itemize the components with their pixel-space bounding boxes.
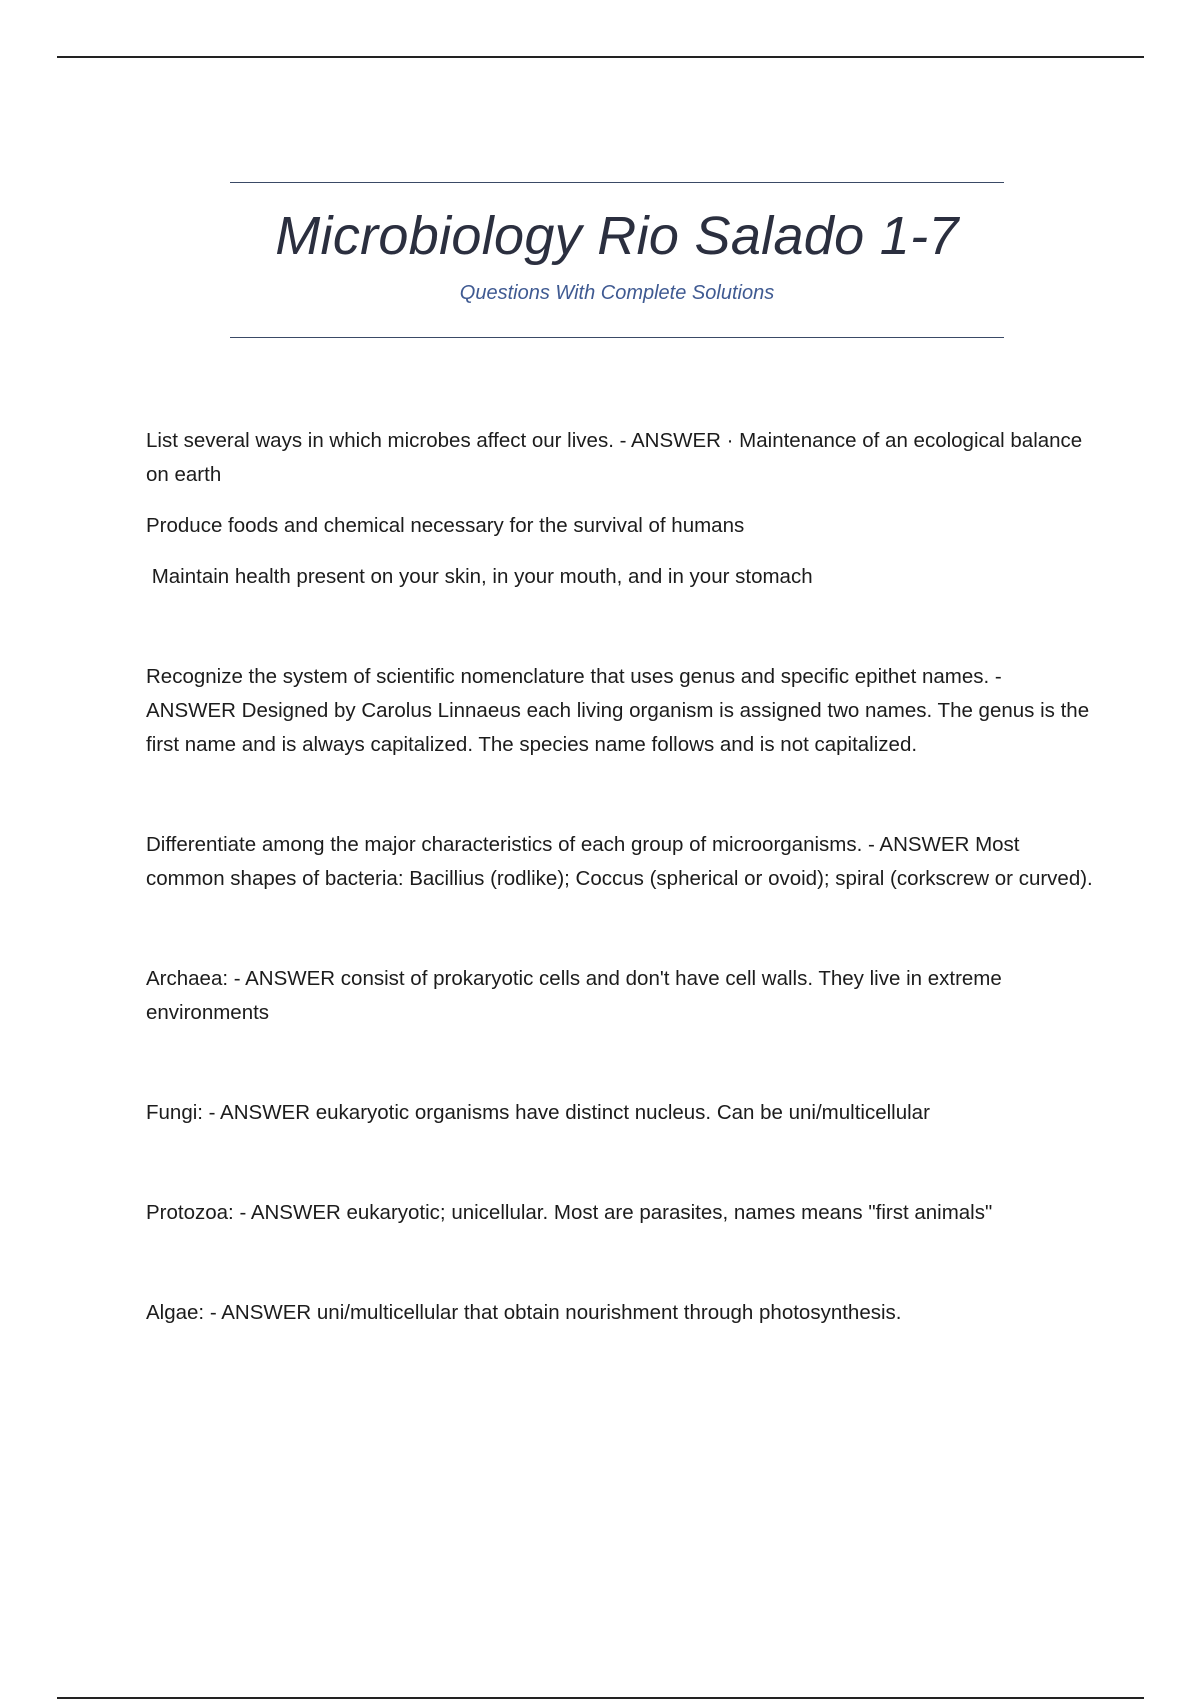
qa-paragraph: Algae: - ANSWER uni/multicellular that obtain nourishment through photosynthesis.	[146, 1301, 902, 1324]
qa-paragraph: Produce foods and chemical necessary for the survival of humans	[146, 514, 745, 537]
qa-paragraph: Differentiate among the major characteristics of each group of microorganisms. - ANSWER Most common shapes of bacteria: Bacillius (rodlike); Coccus (spherical or ovoid); spiral (corkscrew or curved).	[146, 833, 1093, 890]
qa-paragraph: Recognize the system of scientific nomenclature that uses genus and specific epithet names. - ANSWER Designed by Carolus Linnaeus each living organism is assigned two names. The genus is the first name and is always capitalized. The species name follows and is not capitalized.	[146, 665, 1090, 756]
page-top-rule	[57, 56, 1144, 58]
qa-paragraph: Maintain health present on your skin, in your mouth, and in your stomach	[146, 565, 813, 588]
qa-paragraph: Fungi: - ANSWER eukaryotic organisms have distinct nucleus. Can be uni/multicellular	[146, 1101, 930, 1124]
qa-paragraph: Archaea: - ANSWER consist of prokaryotic cells and don't have cell walls. They live in extreme environments	[146, 967, 1002, 1024]
qa-paragraph: Protozoa: - ANSWER eukaryotic; unicellular. Most are parasites, names means "first animals"	[146, 1201, 993, 1224]
document-title: Microbiology Rio Salado 1-7	[275, 206, 959, 266]
document-subtitle: Questions With Complete Solutions	[459, 282, 775, 304]
page-bottom-rule	[57, 1697, 1144, 1699]
qa-item-5	[146, 1096, 1096, 1130]
qa-paragraph: List several ways in which microbes affect our lives. - ANSWER · Maintenance of an ecological balance on earth	[146, 429, 1083, 486]
qa-item-7	[146, 1296, 1096, 1330]
qa-item-2	[146, 660, 1096, 762]
qa-item-3	[146, 828, 1096, 896]
qa-item-4	[146, 962, 1096, 1030]
document-body	[146, 424, 1096, 1330]
title-block	[230, 182, 1004, 338]
qa-item-1	[146, 424, 1096, 594]
qa-item-6	[146, 1196, 1096, 1230]
